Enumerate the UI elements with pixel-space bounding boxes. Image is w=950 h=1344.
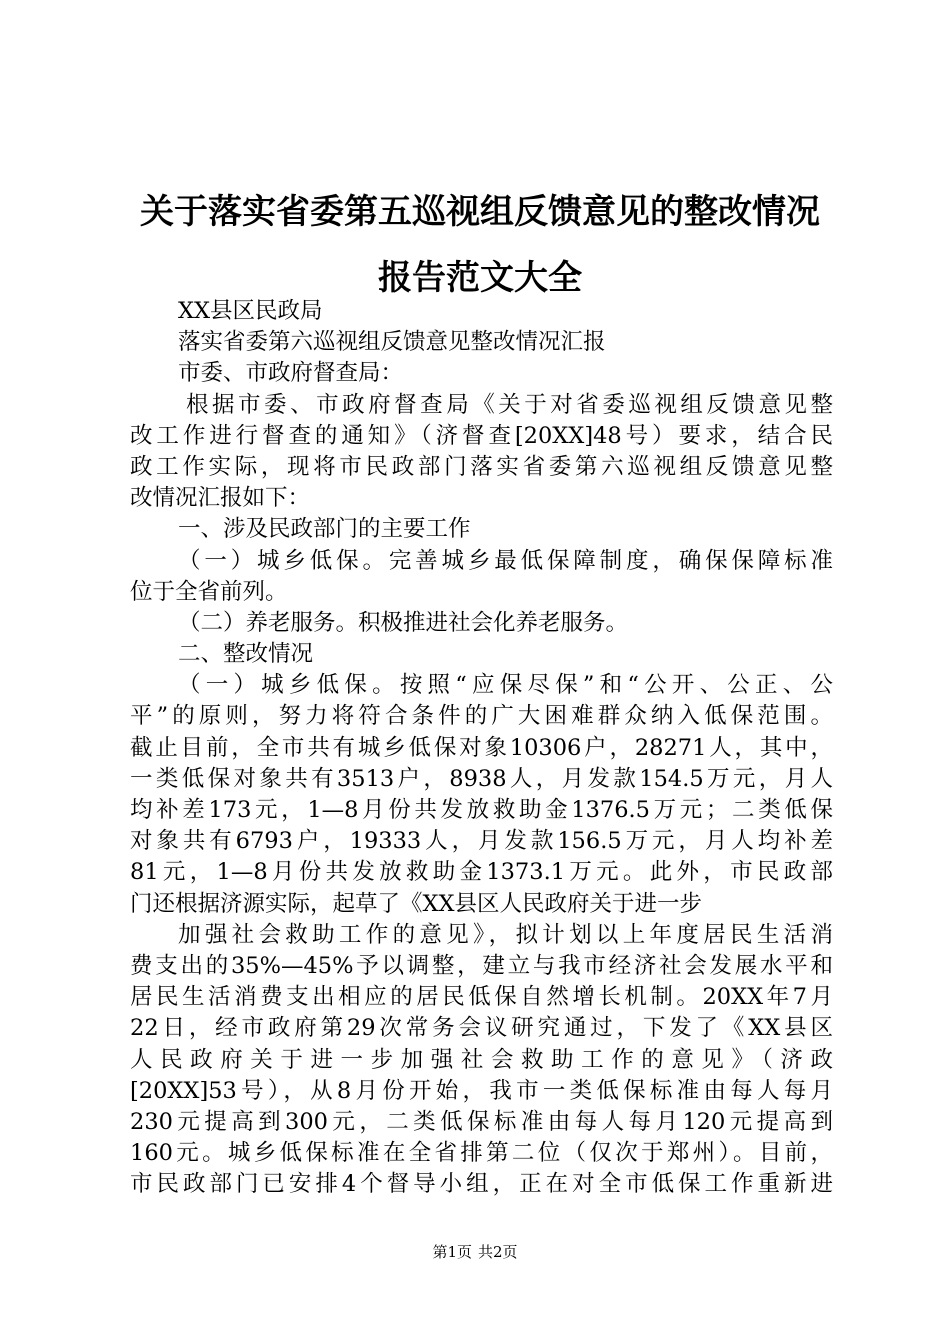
paragraph-line: 160元。城乡低保标准在全省排第二位（仅次于郑州）。目前，: [130, 1140, 833, 1167]
recipient: 市委、市政府督查局：: [178, 360, 404, 387]
paragraph-line: 平”的原则，努力将符合条件的广大困难群众纳入低保范围。: [130, 703, 833, 730]
paragraph-line: 人民政府关于进一步加强社会救助工作的意见》（济政: [130, 1046, 833, 1073]
paragraph-line: 门还根据济源实际，起草了《XX县区人民政府关于进一步: [130, 890, 703, 917]
paragraph-line: 位于全省前列。: [130, 578, 288, 605]
author-org: XX县区民政局: [178, 298, 323, 324]
paragraph-line: 均补差173元，1—8月份共发放救助金1376.5万元；二类低保: [130, 797, 833, 823]
paragraph-line: 市民政部门已安排4个督导小组，正在对全市低保工作重新进: [130, 1171, 833, 1198]
paragraph-line: 对象共有6793户，19333人，月发款156.5万元，月人均补差: [130, 828, 833, 855]
paragraph-line: 政工作实际，现将市民政部门落实省委第六巡视组反馈意见整: [130, 453, 833, 480]
paragraph-line: 一类低保对象共有3513户，8938人，月发款154.5万元，月人: [130, 765, 833, 792]
paragraph-line: [20XX]53号），从8月份开始，我市一类低保标准由每人每月: [130, 1077, 833, 1104]
paragraph-line: 居民生活消费支出相应的居民低保自然增长机制。20XX年7月: [130, 984, 833, 1011]
paragraph-line: 截止目前，全市共有城乡低保对象10306户，28271人，其中，: [130, 734, 833, 761]
page-total: 共2页: [478, 1243, 518, 1261]
section-heading: 二、整改情况: [178, 641, 314, 668]
paragraph-line: （一）城乡低保。按照“应保尽保”和“公开、公正、公: [178, 672, 833, 699]
section-heading: 一、涉及民政部门的主要工作: [178, 516, 471, 543]
paragraph-line: （一）城乡低保。完善城乡最低保障制度，确保保障标准: [178, 547, 833, 574]
paragraph-line: 费支出的35%—45%予以调整，建立与我市经济社会发展水平和: [130, 952, 833, 979]
document-title-line-1: 关于落实省委第五巡视组反馈意见的整改情况: [140, 192, 820, 232]
report-subtitle: 落实省委第六巡视组反馈意见整改情况汇报: [178, 329, 606, 356]
paragraph-line: （二）养老服务。积极推进社会化养老服务。: [178, 609, 629, 636]
paragraph-line: 81元，1—8月份共发放救助金1373.1万元。此外，市民政部: [130, 859, 833, 886]
document-body: [130, 296, 833, 1200]
paragraph-line: 根据市委、市政府督查局《关于对省委巡视组反馈意见整: [186, 391, 833, 418]
paragraph-line: 改工作进行督查的通知》（济督查[20XX]48号）要求，结合民: [130, 422, 833, 449]
paragraph-line: 22日，经市政府第29次常务会议研究通过，下发了《XX县区: [130, 1015, 833, 1042]
paragraph-line: 230元提高到300元，二类低保标准由每人每月120元提高到: [130, 1108, 833, 1135]
document-title-line-2: 报告范文大全: [378, 258, 582, 298]
page-number: 第1页: [432, 1243, 472, 1261]
paragraph-line: 加强社会救助工作的意见》，拟计划以上年度居民生活消: [178, 921, 833, 948]
page-footer: [0, 1242, 950, 1262]
paragraph-line: 改情况汇报如下：: [130, 485, 311, 512]
